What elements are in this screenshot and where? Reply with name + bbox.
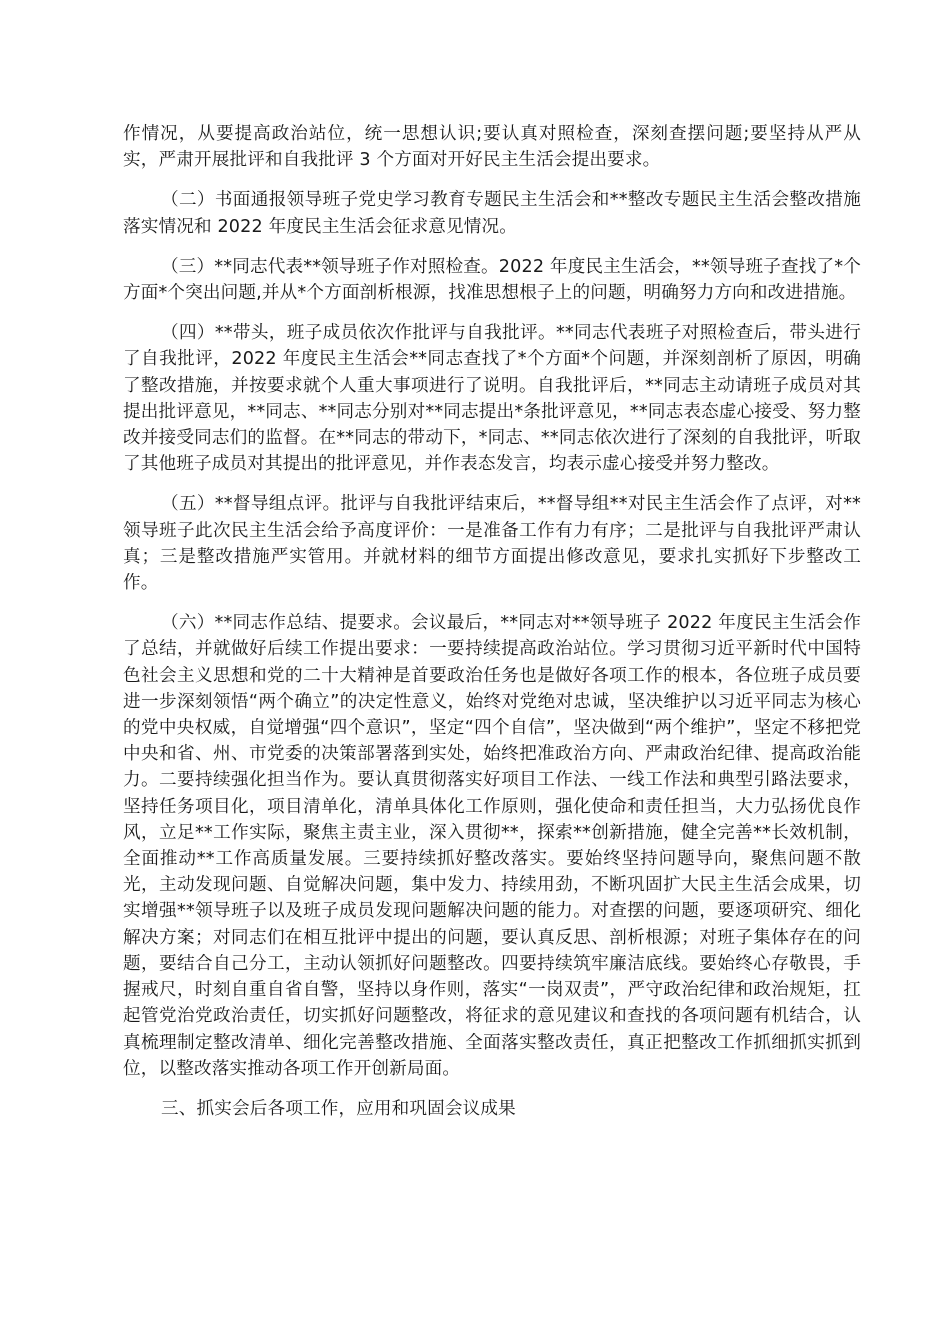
document-page bbox=[123, 121, 861, 1136]
paragraph-continuation: 作情况，从要提高政治站位，统一思想认识;要认真对照检查，深刻查摆问题;要坚持从严从实，严肃开展批评和自我批评 3 个方面对开好民主生活会提出要求。 bbox=[123, 124, 861, 171]
paragraph-item-5: （五）**督导组点评。批评与自我批评结束后，**督导组**对民主生活会作了点评，对**领导班子此次民主生活会给予高度评价：一是准备工作有力有序；二是批评与自我批评严肃认真；三是整改措施严实管用。并就材料的细节方面提出修改意见，要求扎实抓好下步整改工作。 bbox=[123, 494, 861, 594]
section-heading-3: 三、抓实会后各项工作，应用和巩固会议成果 bbox=[161, 1098, 516, 1119]
paragraph-item-6: （六）**同志作总结、提要求。会议最后，**同志对**领导班子 2022 年度民主生活会作了总结，并就做好后续工作提出要求：一要持续提高政治站位。学习贯彻习近平新时代中国特色社会主义思想和党的二十大精神是首要政治任务也是做好各项工作的根本，各位班子成员要进一步深刻领悟“两个确立”的决定性意义，始终对党绝对忠诚，坚决维护以习近平同志为核心的党中央权威，自觉增强“四个意识”，坚定“四个自信”，坚决做到“两个维护”，坚定不移把党中央和省、州、市党委的决策部署落到实处，始终把准政治方向、严肃政治纪律、提高政治能力。二要持续强化担当作为。要认真贯彻落实好项目工作法、一线工作法和典型引路法要求，坚持任务项目化，项目清单化，清单具体化工作原则，强化使命和责任担当，大力弘扬优良作风，立足**工作实际，聚焦主责主业，深入贯彻**，探索**创新措施，健全完善**长效机制，全面推动**工作高质量发展。三要持续抓好整改落实。要始终坚持问题导向，聚焦问题不散光，主动发现问题、自觉解决问题，集中发力、持续用劲，不断巩固扩大民主生活会成果，切实增强**领导班子以及班子成员发现问题解决问题的能力。对查摆的问题，要逐项研究、细化解决方案；对同志们在相互批评中提出的问题，要认真反思、剖析根源；对班子集体存在的问题，要结合自己分工，主动认领抓好问题整改。四要持续筑牢廉洁底线。要始终心存敬畏，手握戒尺，时刻自重自省自警，坚持以身作则，落实“一岗双责”，严守政治纪律和政治规矩，扛起管党治党政治责任，切实抓好问题整改，将征求的意见建议和查找的各项问题有机结合，认真梳理制定整改清单、细化完善整改措施、全面落实整改责任，真正把整改工作抓细抓实抓到位，以整改落实推动各项工作开创新局面。 bbox=[123, 613, 861, 1079]
paragraph-item-4: （四）**带头，班子成员依次作批评与自我批评。**同志代表班子对照检查后，带头进行了自我批评，2022 年度民主生活会**同志查找了*个方面*个问题，并深刻剖析了原因，明确了整改措施，并按要求就个人重大事项进行了说明。自我批评后，**同志主动请班子成员对其提出批评意见，**同志、**同志分别对**同志提出*条批评意见，**同志表态虚心接受、努力整改并接受同志们的监督。在**同志的带动下，*同志、**同志依次进行了深刻的自我批评，听取了其他班子成员对其提出的批评意见，并作表态发言，均表示虚心接受并努力整改。 bbox=[123, 323, 861, 475]
paragraph-item-2: （二）书面通报领导班子党史学习教育专题民主生活会和**整改专题民主生活会整改措施落实情况和 2022 年度民主生活会征求意见情况。 bbox=[123, 190, 861, 237]
paragraph-item-3: （三）**同志代表**领导班子作对照检查。2022 年度民主生活会，**领导班子查找了*个方面*个突出问题,并从*个方面剖析根源，找准思想根子上的问题，明确努力方向和改进措施。 bbox=[123, 256, 861, 304]
